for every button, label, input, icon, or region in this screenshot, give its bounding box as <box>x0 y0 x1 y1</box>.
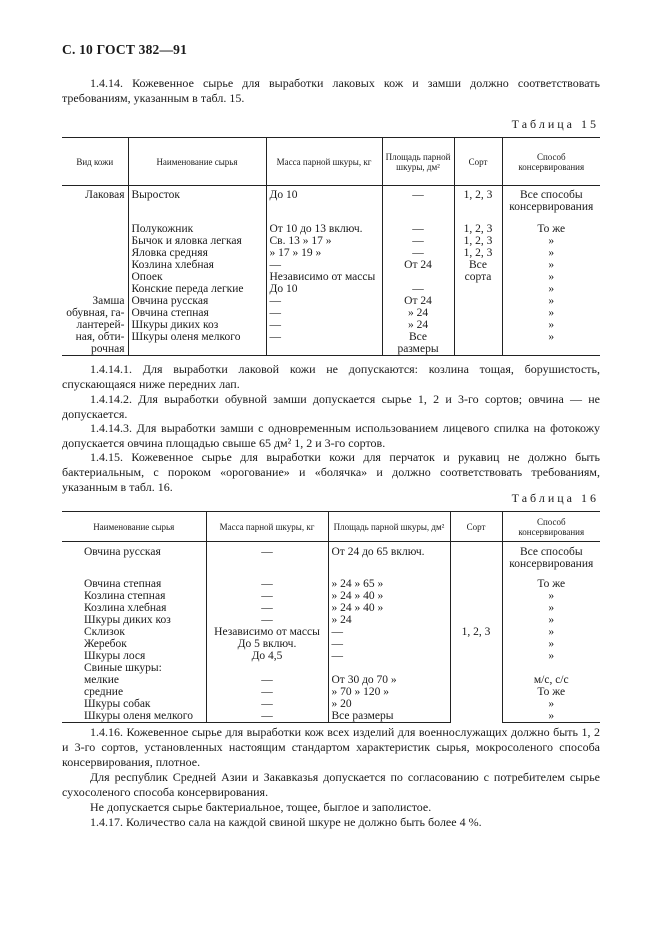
table-row <box>62 570 600 590</box>
t15-cell-col-skin-type: Замша <box>92 295 125 307</box>
t15-cell-col-grade <box>454 283 502 295</box>
t16-cell-col-preservation: » <box>502 710 600 723</box>
t15-cell-col-skin-type: рочная <box>62 343 128 356</box>
t16-cell-col-raw-name: Шкуры лося <box>84 650 146 662</box>
t15-cell-col-mass <box>266 343 382 356</box>
t15-cell-col-area: — <box>382 247 454 259</box>
t16-cell-col-preservation: » <box>502 590 600 602</box>
t15-cell-col-area: — <box>382 283 454 295</box>
t15-cell-col-area <box>382 271 454 283</box>
t16-cell-col-preservation: » <box>502 698 600 710</box>
table-row <box>62 213 600 235</box>
t15-cell-col-mass: — <box>266 259 382 271</box>
t15-header-col-mass: Масса парной шкуры, кг <box>266 138 382 186</box>
paragraph-1-4-16-restriction: Не допускается сырье бактериальное, тощее, быглое и заполистое. <box>90 800 432 814</box>
t15-header-col-grade: Сорт <box>454 138 502 186</box>
t16-header-col-preservation: Способ консервирования <box>502 512 600 542</box>
t16-cell-col-area: » 20 <box>328 698 450 710</box>
t15-cell-col-skin-type: ная, обти- <box>75 331 125 343</box>
table-16 <box>62 511 600 723</box>
t16-cell-col-area: Все размеры <box>328 710 450 723</box>
t16-cell-col-area: — <box>328 638 450 650</box>
t15-cell-col-mass: — <box>266 295 382 307</box>
t15-cell-col-raw-name: Яловка средняя <box>128 247 266 259</box>
t15-cell-col-raw-name: Козлина хлебная <box>128 259 266 271</box>
t16-cell-col-area: » 24 » 40 » <box>328 590 450 602</box>
t15-cell-col-raw-name: Бычок и яловка легкая <box>128 235 266 247</box>
paragraph-1-4-16-note: Для республик Средней Азии и Закавказья допускается по согласованию с потребителем сырье сухосоленого способа консервирования. <box>62 770 600 799</box>
t15-cell-col-preservation: » <box>502 247 600 259</box>
t16-cell-col-preservation: » <box>502 602 600 614</box>
t15-cell-col-preservation <box>502 343 600 356</box>
t16-cell-col-preservation: То же <box>502 570 600 590</box>
paragraph-1-4-14-3: 1.4.14.3. Для выработки замши с одновременным использованием лицевого спилка на фотокожу допускается овчина площадью свыше 65 дм² 1, 2 и 3-го сортов. <box>62 421 600 450</box>
t15-cell-col-preservation: » <box>502 307 600 319</box>
t15-cell-col-mass: До 10 <box>266 186 382 214</box>
table-16-caption: Таблица 16 <box>511 491 599 505</box>
t15-cell-col-skin-type <box>62 247 128 259</box>
table-row <box>62 235 600 247</box>
t15-cell-col-area: От 24 <box>382 259 454 271</box>
t15-cell-col-area: — <box>382 213 454 235</box>
t15-cell-col-mass: — <box>266 307 382 319</box>
t16-cell-col-area <box>328 662 450 674</box>
t15-cell-col-area: » 24 <box>382 319 454 331</box>
t15-cell-col-preservation: » <box>502 271 600 283</box>
t16-header-col-area: Площадь парной шкуры, дм² <box>328 512 450 542</box>
t15-cell-col-area: — <box>382 235 454 247</box>
table-row <box>62 662 600 674</box>
table-row <box>62 331 600 343</box>
t15-cell-col-raw-name: Конские переда легкие <box>128 283 266 295</box>
t16-header-col-grade: Сорт <box>450 512 502 542</box>
t16-cell-col-mass: Независимо от массы <box>206 626 328 638</box>
t16-cell-col-raw-name: Козлина степная <box>84 590 166 602</box>
t15-cell-col-area: — <box>382 186 454 214</box>
t15-cell-col-grade <box>454 343 502 356</box>
table-row <box>62 638 600 650</box>
t15-cell-col-grade: Все <box>454 259 502 271</box>
table-row <box>62 343 600 356</box>
t15-cell-col-raw-name: Выросток <box>128 186 266 214</box>
t15-cell-col-preservation: » <box>502 319 600 331</box>
t16-cell-col-mass: — <box>206 614 328 626</box>
t16-header-col-mass: Масса парной шкуры, кг <box>206 512 328 542</box>
t16-cell-col-raw-name: средние <box>84 686 124 698</box>
t15-cell-col-mass: От 10 до 13 включ. <box>266 213 382 235</box>
table-row <box>62 674 600 686</box>
paragraph-1-4-16: 1.4.16. Кожевенное сырье для выработки кож всех изделий для военнослужащих должно быть 1, 2 и 3-го сортов, установленных настоящим стандартом характеристик сырья, мокросоленого способа консервирования, плотное. <box>62 725 600 769</box>
t15-cell-col-grade: 1, 2, 3 <box>454 235 502 247</box>
t16-cell-col-mass: — <box>206 686 328 698</box>
t15-cell-col-grade <box>454 319 502 331</box>
table-row <box>62 542 600 571</box>
t15-cell-col-grade: 1, 2, 3 <box>454 213 502 235</box>
t16-cell-col-raw-name: Овчина русская <box>84 546 161 558</box>
table-row <box>62 259 600 271</box>
table-row <box>62 295 600 307</box>
t15-cell-col-mass: Св. 13 » 17 » <box>266 235 382 247</box>
t15-cell-col-area: Все <box>382 331 454 343</box>
t15-cell-col-mass: » 17 » 19 » <box>266 247 382 259</box>
paragraph-1-4-14-1: 1.4.14.1. Для выработки лаковой кожи не допускаются: козлина тощая, борушистость, спускающаяся ниже передних лап. <box>62 362 600 391</box>
t15-cell-col-grade: 1, 2, 3 <box>454 186 502 214</box>
t15-cell-col-skin-type: Лаковая <box>85 189 125 201</box>
t15-cell-col-raw-name: Овчина русская <box>128 295 266 307</box>
t15-cell-col-skin-type: лантерей- <box>76 319 125 331</box>
t16-cell-col-mass: — <box>206 710 328 723</box>
t15-cell-col-grade <box>454 307 502 319</box>
table-row <box>62 698 600 710</box>
t16-cell-col-preservation: » <box>502 626 600 638</box>
t16-cell-col-preservation: » <box>502 614 600 626</box>
t15-cell-col-raw-name: Шкуры диких коз <box>128 319 266 331</box>
t15-cell-col-grade: 1, 2, 3 <box>454 247 502 259</box>
t16-cell-col-raw-name: Шкуры диких коз <box>84 614 171 626</box>
table-row <box>62 307 600 319</box>
table-row <box>62 626 600 638</box>
t15-header-col-area: Площадь парной шкуры, дм² <box>382 138 454 186</box>
t16-cell-col-raw-name: Свиные шкуры: <box>84 662 162 674</box>
t15-header-col-raw-name: Наименование сырья <box>128 138 266 186</box>
t15-cell-col-mass: — <box>266 319 382 331</box>
t15-cell-col-grade: сорта <box>454 271 502 283</box>
t15-cell-col-preservation: Все способы консервирования <box>502 186 600 214</box>
t15-cell-col-skin-type: обувная, га- <box>66 307 125 319</box>
table-row <box>62 247 600 259</box>
t16-cell-col-area: » 70 » 120 » <box>328 686 450 698</box>
t16-cell-col-mass: — <box>206 570 328 590</box>
t16-cell-col-raw-name: мелкие <box>84 674 119 686</box>
t15-cell-col-skin-type <box>62 213 128 235</box>
t15-cell-col-preservation: » <box>502 259 600 271</box>
t15-cell-col-grade <box>454 331 502 343</box>
t16-cell-col-mass <box>206 662 328 674</box>
t15-cell-col-preservation: » <box>502 235 600 247</box>
t16-cell-col-raw-name: Жеребок <box>84 638 127 650</box>
t16-cell-col-raw-name: Склизок <box>84 626 125 638</box>
t15-cell-col-area: » 24 <box>382 307 454 319</box>
t16-cell-col-mass: До 5 включ. <box>206 638 328 650</box>
t15-cell-col-raw-name: Овчина степная <box>128 307 266 319</box>
t15-cell-col-raw-name <box>128 343 266 356</box>
table-row <box>62 710 600 723</box>
t16-cell-col-grade: 1, 2, 3 <box>450 542 502 723</box>
t15-cell-col-preservation: » <box>502 331 600 343</box>
paragraph-1-4-14-2: 1.4.14.2. Для выработки обувной замши допускается сырье 1, 2 и 3-го сортов; овчина — не допускается. <box>62 392 600 421</box>
t15-cell-col-preservation: » <box>502 295 600 307</box>
t16-cell-col-area: — <box>328 650 450 662</box>
t15-cell-col-area: размеры <box>382 343 454 356</box>
table-row <box>62 650 600 662</box>
t16-cell-col-mass: До 4,5 <box>206 650 328 662</box>
table-15-caption: Таблица 15 <box>511 117 599 131</box>
t15-cell-col-mass: — <box>266 331 382 343</box>
table-row <box>62 686 600 698</box>
t15-cell-col-mass: Независимо от массы <box>266 271 382 283</box>
t15-cell-col-raw-name: Полукожник <box>128 213 266 235</box>
t15-cell-col-preservation: То же <box>502 213 600 235</box>
t16-cell-col-mass: — <box>206 590 328 602</box>
t16-cell-col-area: » 24 » 65 » <box>328 570 450 590</box>
t16-cell-col-raw-name: Козлина хлебная <box>84 602 167 614</box>
t16-cell-col-area: — <box>328 626 450 638</box>
table-row <box>62 614 600 626</box>
table-row <box>62 602 600 614</box>
paragraph-1-4-15: 1.4.15. Кожевенное сырье для выработки кожи для перчаток и рукавиц не должно быть бактериальным, с пороком «орогование» и «болячка» и должно соответствовать требованиям, указанным в табл. 16. <box>62 450 600 494</box>
t15-cell-col-grade <box>454 295 502 307</box>
t16-cell-col-raw-name: Шкуры оленя мелкого <box>62 710 206 723</box>
t15-cell-col-area: От 24 <box>382 295 454 307</box>
t16-cell-col-area: » 24 <box>328 614 450 626</box>
t16-cell-col-preservation: » <box>502 638 600 650</box>
t16-cell-col-raw-name: Овчина степная <box>84 578 162 590</box>
table-row <box>62 283 600 295</box>
paragraph-1-4-17: 1.4.17. Количество сала на каждой свиной шкуре не должно быть более 4 %. <box>90 815 482 829</box>
t16-cell-col-preservation <box>502 662 600 674</box>
t16-cell-col-raw-name: Шкуры собак <box>84 698 151 710</box>
t15-cell-col-skin-type <box>62 283 128 295</box>
t15-cell-col-mass: До 10 <box>266 283 382 295</box>
table-row <box>62 319 600 331</box>
paragraph-1-4-14: 1.4.14. Кожевенное сырье для выработки лаковых кож и замши должно соответствовать требованиям, указанным в табл. 15. <box>62 76 600 105</box>
t15-header-col-skin-type: Вид кожи <box>62 138 128 186</box>
t16-cell-col-preservation: Все способы консервирования <box>502 542 600 571</box>
table-row <box>62 186 600 214</box>
page-header: С. 10 ГОСТ 382—91 <box>62 42 188 57</box>
t15-cell-col-preservation: » <box>502 283 600 295</box>
t16-cell-col-area: От 30 до 70 » <box>328 674 450 686</box>
t15-cell-col-skin-type <box>62 235 128 247</box>
t15-cell-col-skin-type <box>62 259 128 271</box>
t16-cell-col-mass: — <box>206 602 328 614</box>
t15-cell-col-raw-name: Шкуры оленя мелкого <box>128 331 266 343</box>
t16-cell-col-mass: — <box>206 674 328 686</box>
t16-cell-col-preservation: То же <box>502 686 600 698</box>
t16-cell-col-area: » 24 » 40 » <box>328 602 450 614</box>
t15-cell-col-skin-type <box>62 271 128 283</box>
t16-cell-col-preservation: м/с, с/с <box>502 674 600 686</box>
table-row <box>62 590 600 602</box>
t16-cell-col-area: От 24 до 65 включ. <box>328 542 450 571</box>
t16-cell-col-mass: — <box>206 698 328 710</box>
t16-cell-col-mass: — <box>206 542 328 571</box>
t15-cell-col-raw-name: Опоек <box>128 271 266 283</box>
table-15 <box>62 137 600 356</box>
table-row <box>62 271 600 283</box>
t16-header-col-raw-name: Наименование сырья <box>62 512 206 542</box>
t15-header-col-preservation: Способ консервирования <box>502 138 600 186</box>
t16-cell-col-preservation: » <box>502 650 600 662</box>
